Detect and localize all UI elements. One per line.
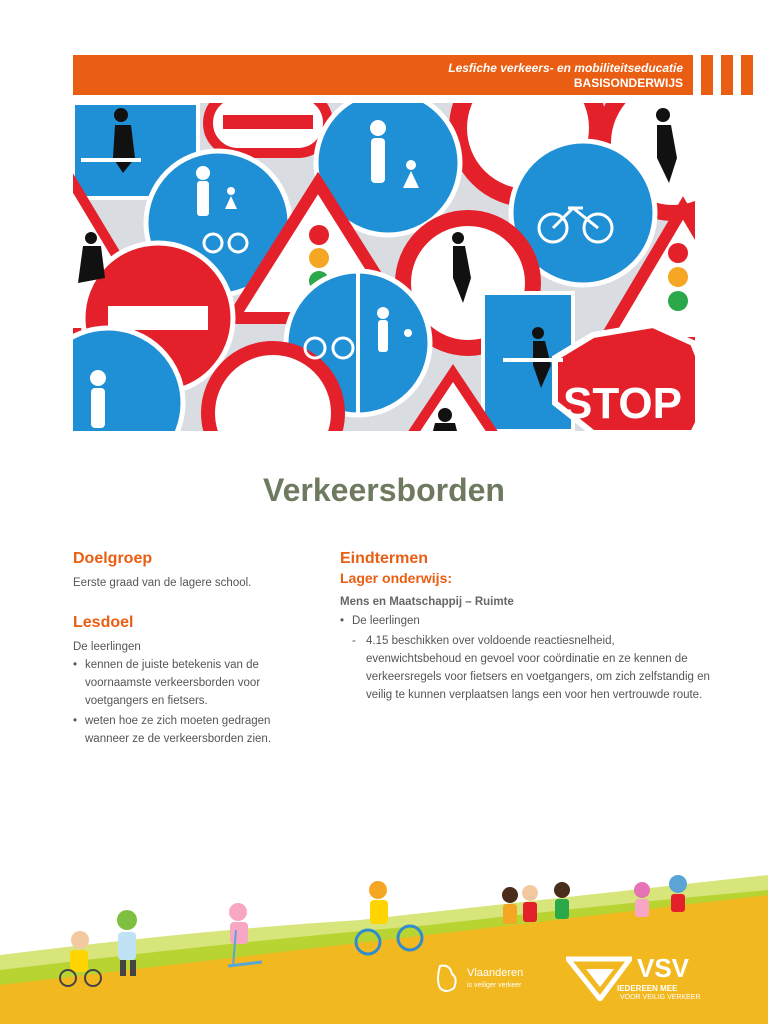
eindtermen-sublist bbox=[340, 632, 710, 704]
vsv-tagline-2: VOOR VEILIG VERKEER bbox=[620, 994, 701, 1001]
list-item: • weten hoe ze zich moeten gedragen wanneer ze de verkeersborden zien. bbox=[73, 712, 313, 748]
doelgroep-text: Eerste graad van de lagere school. bbox=[73, 577, 252, 589]
vlaanderen-logo-subtext: is veiliger verkeer bbox=[467, 982, 522, 989]
vsv-logo-text: VSV bbox=[637, 953, 690, 983]
list-item: • kennen de juiste betekenis van de voornaamste verkeersborden voor voetgangers en fietsers. bbox=[73, 656, 313, 710]
lesdoel-heading: Lesdoel bbox=[73, 614, 134, 631]
right-column bbox=[340, 550, 710, 704]
vlaanderen-lion-icon bbox=[432, 962, 462, 996]
header-stripe bbox=[701, 55, 713, 95]
eindtermen-area: Mens en Maatschappij – Ruimte bbox=[340, 596, 514, 608]
header-bar bbox=[73, 55, 693, 95]
vsv-tagline-1: IEDEREEN MEE bbox=[617, 984, 678, 993]
header-stripe bbox=[721, 55, 733, 95]
vlaanderen-logo-text: Vlaanderen bbox=[467, 967, 524, 979]
list-item: • De leerlingen bbox=[340, 612, 710, 630]
header-stripe bbox=[741, 55, 753, 95]
stop-sign-text: STOP bbox=[563, 379, 683, 428]
left-column bbox=[73, 550, 313, 750]
lesdoel-list bbox=[73, 656, 313, 748]
header-line-1: Lesfiche verkeers- en mobiliteitseducatie bbox=[448, 61, 683, 75]
doelgroep-heading: Doelgroep bbox=[73, 550, 153, 567]
lesdoel-intro: De leerlingen bbox=[73, 641, 141, 653]
header-line-2: BASISONDERWIJS bbox=[573, 76, 683, 90]
page-title: Verkeersborden bbox=[263, 472, 505, 508]
children-group bbox=[502, 882, 570, 924]
list-item: - 4.15 beschikken over voldoende reactiesnelheid, evenwichtsbehoud en gevoel voor coördinatie en ze kennen de verkeersregels voor fietsers en voetgangers, om zich zelfstandig en veilig te kunnen verplaatsen langs een voor hen vertrouwde route. bbox=[352, 632, 710, 704]
eindtermen-subheading: Lager onderwijs: bbox=[340, 570, 453, 586]
eindtermen-list bbox=[340, 612, 710, 630]
eindtermen-heading: Eindtermen bbox=[340, 550, 429, 567]
traffic-signs-photo bbox=[73, 103, 695, 431]
